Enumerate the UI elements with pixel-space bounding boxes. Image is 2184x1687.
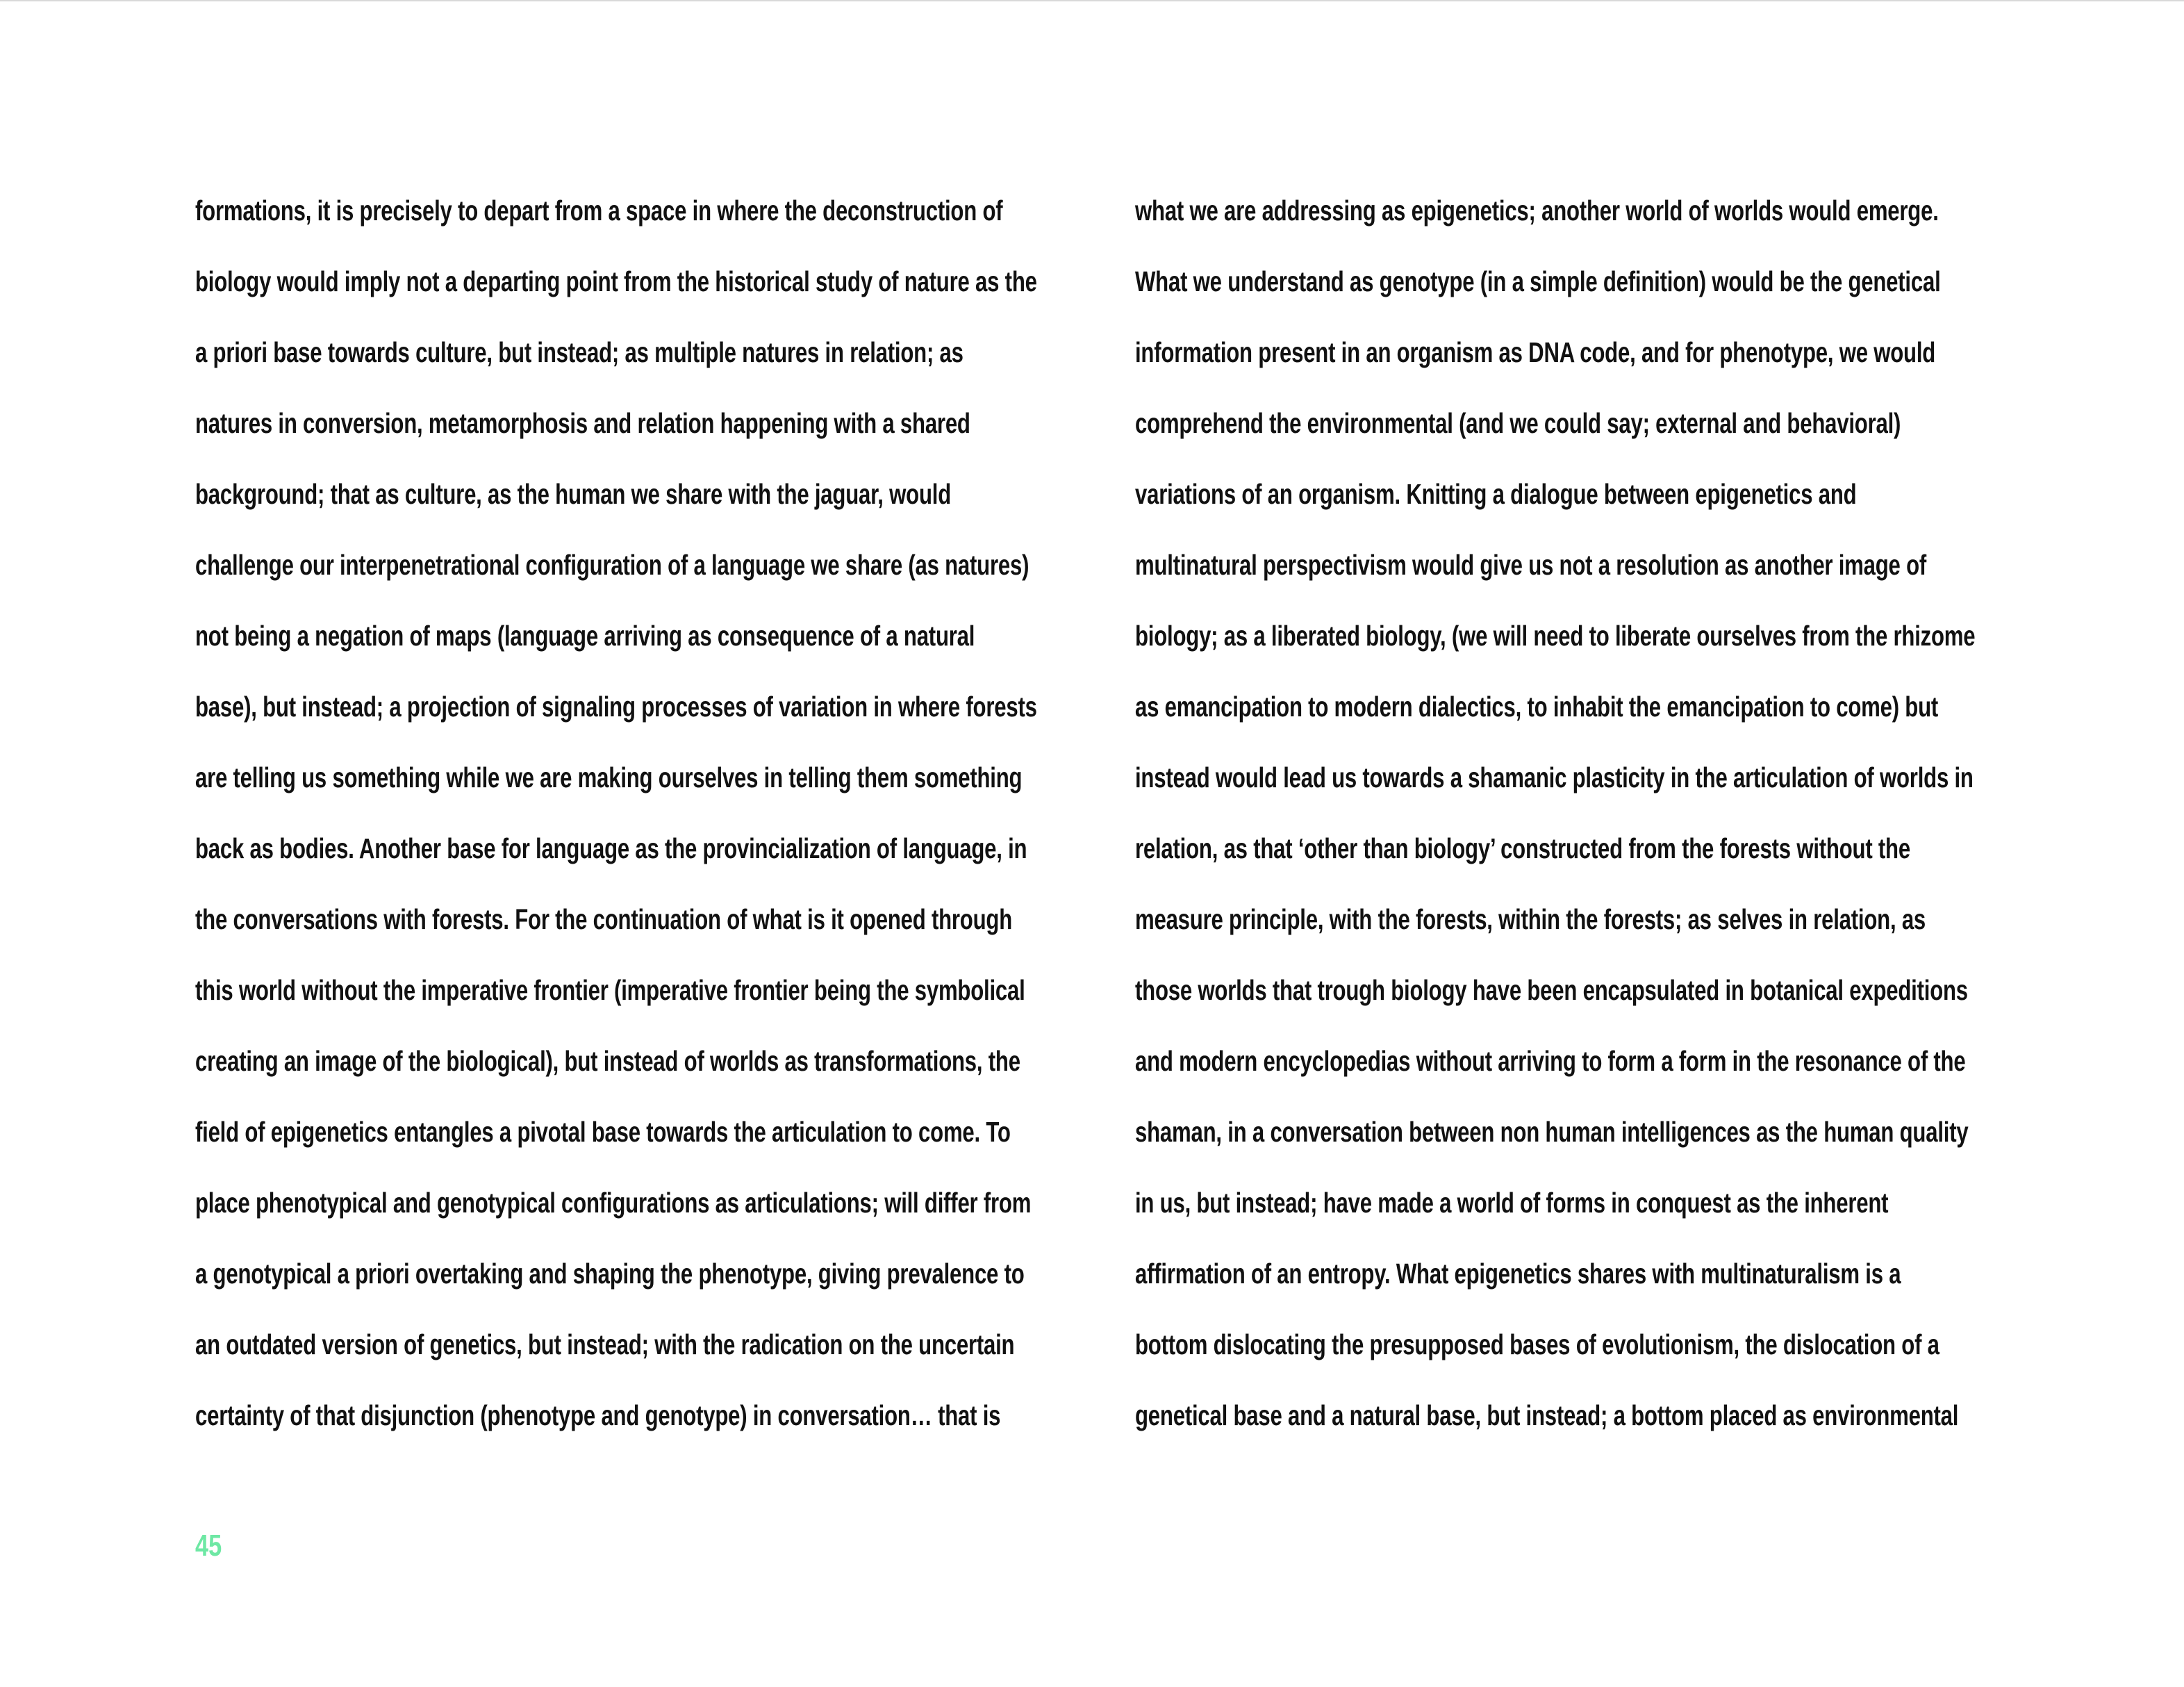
text-column-left <box>195 188 1064 1463</box>
text-line: affirmation of an entropy. What epigenetics shares with multinaturalism is a <box>1135 1258 1901 1290</box>
text-line: bottom dislocating the presupposed bases of evolutionism, the dislocation of a <box>1135 1328 1939 1360</box>
text-line: genetical base and a natural base, but instead; a bottom placed as environmental <box>1135 1399 1959 1431</box>
text-line: a priori base towards culture, but instead; as multiple natures in relation; as <box>195 336 963 368</box>
text-line: back as bodies. Another base for language as the provincialization of language, in <box>195 832 1027 864</box>
text-line: a genotypical a priori overtaking and shaping the phenotype, giving prevalence to <box>195 1258 1025 1290</box>
text-line: in us, but instead; have made a world of forms in conquest as the inherent <box>1135 1187 1889 1219</box>
text-line: those worlds that trough biology have been encapsulated in botanical expeditions <box>1135 974 1968 1006</box>
text-line: biology would imply not a departing point from the historical study of nature as the <box>195 265 1037 297</box>
text-line: relation, as that ‘other than biology’ constructed from the forests without the <box>1135 832 1910 864</box>
text-line: background; that as culture, as the human we share with the jaguar, would <box>195 478 952 510</box>
text-column-right <box>1135 188 2003 1463</box>
text-line: and modern encyclopedias without arriving to form a form in the resonance of the <box>1135 1045 1966 1077</box>
text-line: multinatural perspectivism would give us not a resolution as another image of <box>1135 549 1927 581</box>
text-line: comprehend the environmental (and we could say; external and behavioral) <box>1135 407 1901 439</box>
text-line: shaman, in a conversation between non human intelligences as the human quality <box>1135 1116 1969 1148</box>
text-line: this world without the imperative frontier (imperative frontier being the symbolical <box>195 974 1025 1006</box>
text-line: natures in conversion, metamorphosis and relation happening with a shared <box>195 407 970 439</box>
top-border <box>0 0 2184 1</box>
text-line: formations, it is precisely to depart from a space in where the deconstruction of <box>195 195 1003 227</box>
text-line: information present in an organism as DNA code, and for phenotype, we would <box>1135 336 1936 368</box>
text-line: an outdated version of genetics, but instead; with the radication on the uncertain <box>195 1328 1015 1360</box>
text-line: are telling us something while we are making ourselves in telling them something <box>195 762 1023 793</box>
text-line: challenge our interpenetrational configuration of a language we share (as natures) <box>195 549 1029 581</box>
text-line: biology; as a liberated biology, (we will need to liberate ourselves from the rhizome <box>1135 620 1976 652</box>
text-line: What we understand as genotype (in a simple definition) would be the genetical <box>1135 265 1941 297</box>
text-line: as emancipation to modern dialectics, to inhabit the emancipation to come) but <box>1135 691 1939 723</box>
text-line: certainty of that disjunction (phenotype and genotype) in conversation… that is <box>195 1399 1001 1431</box>
text-line: instead would lead us towards a shamanic plasticity in the articulation of worlds in <box>1135 762 1974 793</box>
text-line: measure principle, with the forests, within the forests; as selves in relation, as <box>1135 903 1926 935</box>
text-line: variations of an organism. Knitting a dialogue between epigenetics and <box>1135 478 1857 510</box>
text-line: place phenotypical and genotypical configurations as articulations; will differ from <box>195 1187 1032 1219</box>
text-line: not being a negation of maps (language arriving as consequence of a natural <box>195 620 975 652</box>
page-number: 45 <box>195 1529 222 1563</box>
text-line: the conversations with forests. For the continuation of what is it opened through <box>195 903 1013 935</box>
text-line: field of epigenetics entangles a pivotal base towards the articulation to come. To <box>195 1116 1011 1148</box>
text-line: creating an image of the biological), but instead of worlds as transformations, the <box>195 1045 1020 1077</box>
text-line: base), but instead; a projection of signaling processes of variation in where forests <box>195 691 1037 723</box>
text-line: what we are addressing as epigenetics; another world of worlds would emerge. <box>1135 195 1939 227</box>
